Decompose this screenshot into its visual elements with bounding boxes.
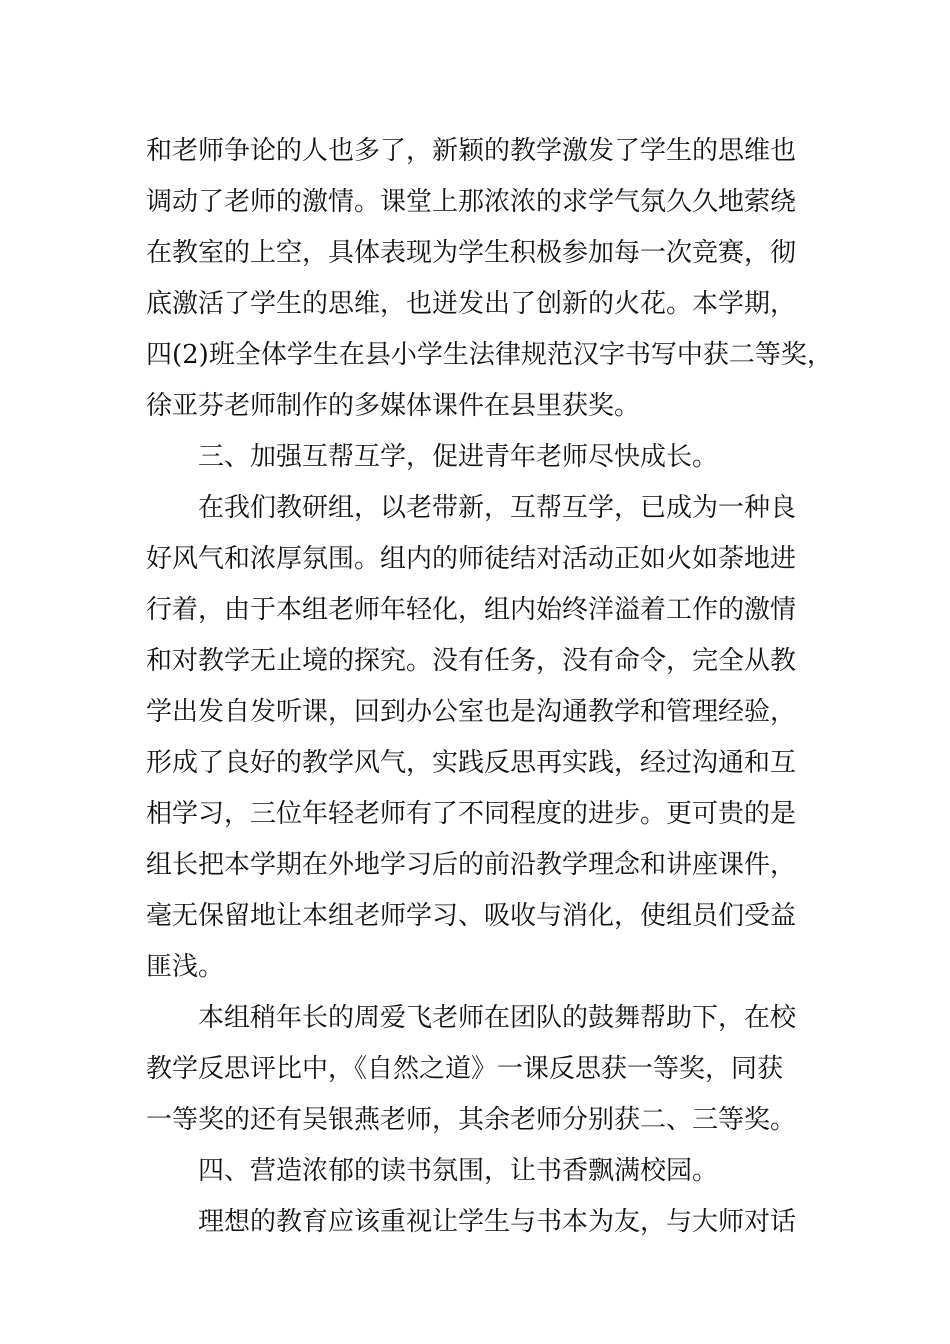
text-line: 调动了老师的激情。课堂上那浓浓的求学气氛久久地萦绕 xyxy=(146,187,797,217)
text-line: 底激活了学生的思维，也迸发出了创新的火花。本学期， xyxy=(146,289,797,319)
text-line: 好风气和浓厚氛围。组内的师徒结对活动正如火如荼地进 xyxy=(146,544,797,574)
text-line: 毫无保留地让本组老师学习、吸收与消化，使组员们受益 xyxy=(146,901,797,931)
text-line: 在我们教研组，以老带新，互帮互学，已成为一种良 xyxy=(198,493,797,523)
text-line: 匪浅。 xyxy=(146,952,225,982)
text-line: 一等奖的还有吴银燕老师，其余老师分别获二、三等奖。 xyxy=(146,1105,797,1135)
text-line: 教学反思评比中，《自然之道》一课反思获一等奖，同获 xyxy=(146,1054,784,1084)
text-line: 本组稍年长的周爱飞老师在团队的鼓舞帮助下，在校 xyxy=(198,1003,797,1033)
text-line: 和对教学无止境的探究。没有任务，没有命令，完全从教 xyxy=(146,646,797,676)
text-line: 形成了良好的教学风气，实践反思再实践，经过沟通和互 xyxy=(146,748,797,778)
document-body xyxy=(146,126,833,1248)
text-line: 四、营造浓郁的读书氛围，让书香飘满校园。 xyxy=(198,1156,719,1186)
text-line: 相学习，三位年轻老师有了不同程度的进步。更可贵的是 xyxy=(146,799,797,829)
text-line: 学出发自发听课，回到办公室也是沟通教学和管理经验， xyxy=(146,697,797,727)
text-line: 在教室的上空，具体表现为学生积极参加每一次竞赛，彻 xyxy=(146,238,797,268)
text-line: 四(2)班全体学生在县小学生法律规范汉字书写中获二等奖， xyxy=(146,340,833,370)
text-line: 和老师争论的人也多了，新颖的教学激发了学生的思维也 xyxy=(146,136,797,166)
text-line: 徐亚芬老师制作的多媒体课件在县里获奖。 xyxy=(146,391,641,421)
text-line: 理想的教育应该重视让学生与书本为友，与大师对话 xyxy=(198,1207,797,1237)
text-line: 三、加强互帮互学，促进青年老师尽快成长。 xyxy=(198,442,719,472)
text-line: 行着，由于本组老师年轻化，组内始终洋溢着工作的激情 xyxy=(146,595,797,625)
text-line: 组长把本学期在外地学习后的前沿教学理念和讲座课件， xyxy=(146,850,797,880)
